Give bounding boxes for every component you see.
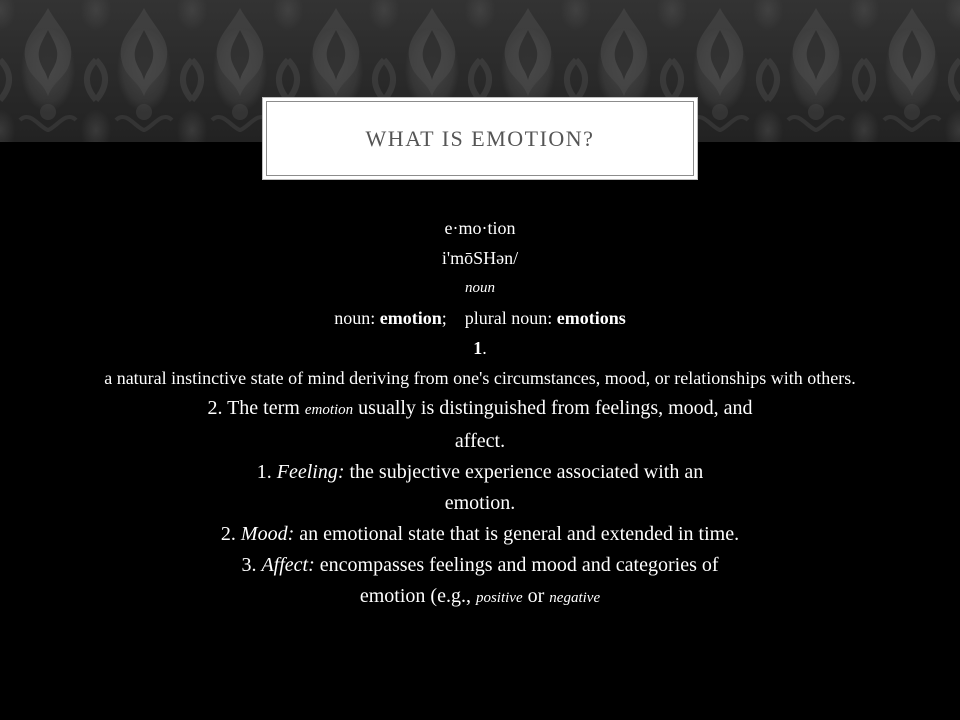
point-2-text: usually is distinguished from feelings, mood, and [358,397,753,419]
feeling-text: the subjective experience associated with an [349,461,704,483]
plural-label: plural noun: [464,308,553,328]
affect-term: Affect: [261,554,315,576]
sense-number-suffix: . [482,338,487,358]
point-2-prefix: 2. The term [207,397,300,419]
pronunciation: i'mōSHən/ [441,248,519,268]
affect-continued [60,581,900,614]
sense-number [60,333,900,363]
part-of-speech [60,273,900,303]
mood-term: Mood: [240,523,295,545]
slide-body [60,213,900,614]
point-2-continued: affect. [454,430,506,452]
plural-form: emotions [556,308,626,328]
sense-number-value: 1 [473,338,483,358]
affect-point [60,550,900,581]
feeling-continued: emotion. [444,492,516,514]
affect-number: 3. [241,554,257,576]
mood-number: 2. [220,523,236,545]
part-of-speech-label: noun [465,280,495,296]
affect-example-prefix: emotion (e.g., [359,585,471,607]
affect-negative: negative [549,590,601,606]
noun-label: noun: [334,308,376,328]
title-box [262,97,698,180]
feeling-number: 1. [256,461,272,483]
slide-title: WHAT IS EMOTION? [365,125,595,151]
point-2-term: emotion [304,402,354,418]
point-2 [60,393,900,426]
affect-or: or [527,585,545,607]
feeling-term: Feeling: [276,461,345,483]
affect-positive: positive [475,590,523,606]
sense-definition: a natural instinctive state of mind deriving from one's circumstances, mood, or relationships with others. [104,368,856,388]
feeling-point [60,457,900,488]
affect-text: encompasses feelings and mood and categories of [319,554,719,576]
singular-form: emotion [379,308,442,328]
noun-forms [60,303,900,333]
mood-point [60,519,900,550]
mood-text: an emotional state that is general and extended in time. [299,523,740,545]
forms-separator: ; [441,308,447,328]
headword: e·mo·tion [444,218,516,238]
